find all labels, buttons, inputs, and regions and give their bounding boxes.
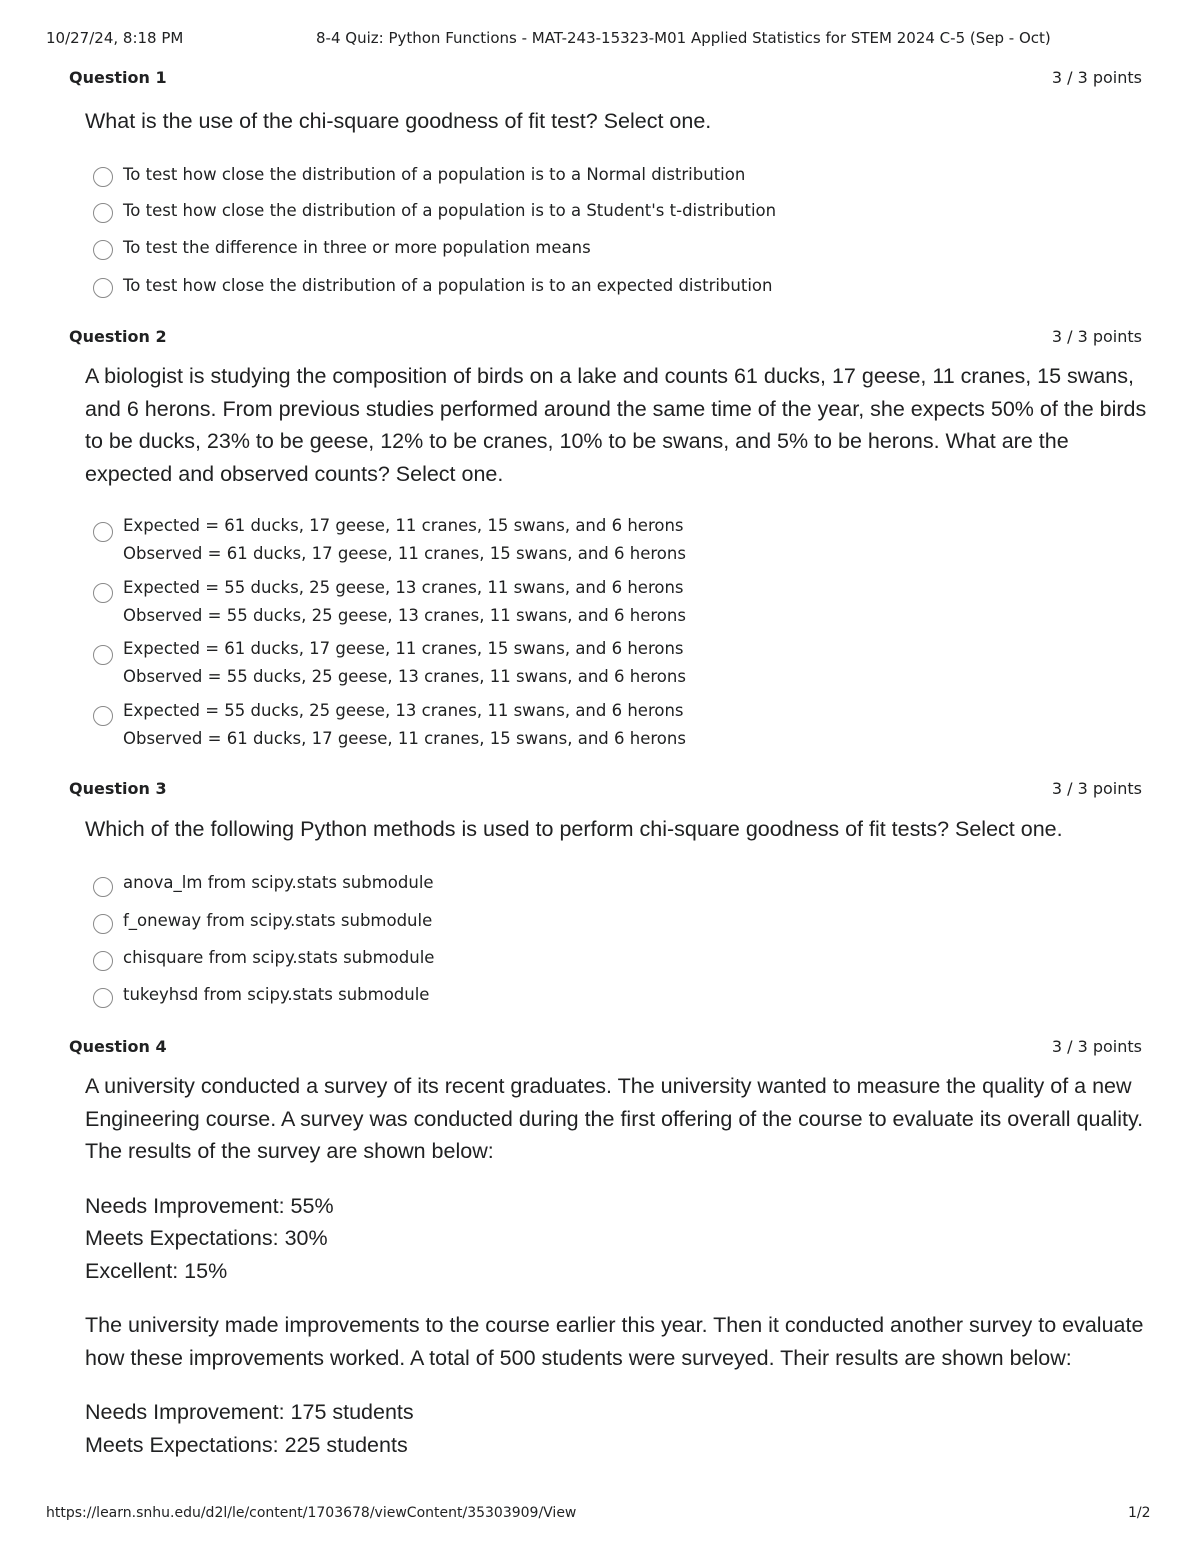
- question-2-header: [69, 327, 1142, 349]
- first-survey-result: Excellent: 15%: [85, 1258, 228, 1283]
- radio-button[interactable]: [93, 278, 113, 298]
- radio-button[interactable]: [93, 877, 113, 897]
- option-label: To test the difference in three or more population means: [123, 238, 591, 257]
- radio-button[interactable]: [93, 951, 113, 971]
- question-4-intro: A university conducted a survey of its recent graduates. The university wanted to measure the quality of a new Engineering course. A survey was conducted during the first offering of the course to evaluate its overall quality. The results of the survey are shown below:: [85, 1074, 1144, 1163]
- question-1-text: What is the use of the chi-square goodness of fit test? Select one.: [85, 109, 712, 133]
- option-label: anova_lm from scipy.stats submodule: [123, 873, 434, 892]
- radio-button[interactable]: [93, 914, 113, 934]
- question-2-option-3[interactable]: [93, 635, 993, 691]
- question-2-option-1[interactable]: [93, 512, 993, 568]
- question-points: 3 / 3 points: [1051, 779, 1142, 798]
- radio-button[interactable]: [93, 706, 113, 726]
- option-observed: Observed = 55 ducks, 25 geese, 13 cranes, 11 swans, and 6 herons: [123, 667, 686, 686]
- question-3-header: [69, 779, 1142, 801]
- option-label: chisquare from scipy.stats submodule: [123, 948, 435, 967]
- question-4-followup: The university made improvements to the course earlier this year. Then it conducted another survey to evaluate how these improvements worked. A total of 500 students were surveyed. Their results are shown below:: [85, 1313, 1144, 1370]
- radio-button[interactable]: [93, 988, 113, 1008]
- radio-button[interactable]: [93, 167, 113, 187]
- question-2-text: A biologist is studying the composition of birds on a lake and counts 61 ducks, 17 geese, 11 cranes, 15 swans, and 6 herons. From previous studies performed around the same time of the year, she expects 50% of the birds to be ducks, 23% to be geese, 12% to be cranes, 10% to be swans, and 5% to be herons. What are the expected and observed counts? Select one.: [85, 364, 1147, 486]
- first-survey-result: Needs Improvement: 55%: [85, 1193, 334, 1218]
- option-expected: Expected = 61 ducks, 17 geese, 11 cranes, 15 swans, and 6 herons: [123, 639, 684, 658]
- radio-button[interactable]: [93, 203, 113, 223]
- question-points: 3 / 3 points: [1051, 1037, 1142, 1056]
- question-title: Question 2: [69, 327, 167, 346]
- print-page-number: 1/2: [1128, 1505, 1151, 1521]
- question-title: Question 3: [69, 779, 167, 798]
- option-label: To test how close the distribution of a population is to an expected distribution: [123, 276, 773, 295]
- second-survey-result: Meets Expectations: 225 students: [85, 1432, 408, 1457]
- question-2-option-4[interactable]: [93, 697, 993, 753]
- option-observed: Observed = 61 ducks, 17 geese, 11 cranes, 15 swans, and 6 herons: [123, 544, 686, 563]
- first-survey-result: Meets Expectations: 30%: [85, 1226, 328, 1250]
- radio-button[interactable]: [93, 522, 113, 542]
- option-observed: Observed = 55 ducks, 25 geese, 13 cranes, 11 swans, and 6 herons: [123, 606, 686, 625]
- question-title: Question 1: [69, 68, 167, 87]
- radio-button[interactable]: [93, 645, 113, 665]
- option-label: tukeyhsd from scipy.stats submodule: [123, 985, 430, 1004]
- question-points: 3 / 3 points: [1051, 327, 1142, 346]
- question-title: Question 4: [69, 1037, 167, 1056]
- question-3-text: Which of the following Python methods is used to perform chi-square goodness of fit tests? Select one.: [85, 817, 1063, 841]
- question-1-header: [69, 68, 1142, 90]
- second-survey-result: Needs Improvement: 175 students: [85, 1400, 414, 1424]
- question-2-option-2[interactable]: [93, 574, 993, 630]
- print-datetime: 10/27/24, 8:18 PM: [46, 29, 184, 47]
- option-label: f_oneway from scipy.stats submodule: [123, 911, 433, 930]
- question-4-header: [69, 1037, 1142, 1059]
- print-page-title: 8-4 Quiz: Python Functions - MAT-243-15323-M01 Applied Statistics for STEM 2024 C-5 (Sep - Oct): [316, 29, 1051, 47]
- option-label: To test how close the distribution of a population is to a Normal distribution: [123, 165, 746, 184]
- question-points: 3 / 3 points: [1051, 68, 1142, 87]
- option-expected: Expected = 55 ducks, 25 geese, 13 cranes, 11 swans, and 6 herons: [123, 578, 684, 597]
- radio-button[interactable]: [93, 583, 113, 603]
- option-label: To test how close the distribution of a population is to a Student's t-distribution: [123, 201, 777, 220]
- radio-button[interactable]: [93, 240, 113, 260]
- option-observed: Observed = 61 ducks, 17 geese, 11 cranes, 15 swans, and 6 herons: [123, 729, 686, 748]
- print-url: https://learn.snhu.edu/d2l/le/content/1703678/viewContent/35303909/View: [46, 1505, 577, 1521]
- option-expected: Expected = 61 ducks, 17 geese, 11 cranes, 15 swans, and 6 herons: [123, 516, 684, 535]
- option-expected: Expected = 55 ducks, 25 geese, 13 cranes, 11 swans, and 6 herons: [123, 701, 684, 720]
- question-4-text: [85, 1070, 1147, 1461]
